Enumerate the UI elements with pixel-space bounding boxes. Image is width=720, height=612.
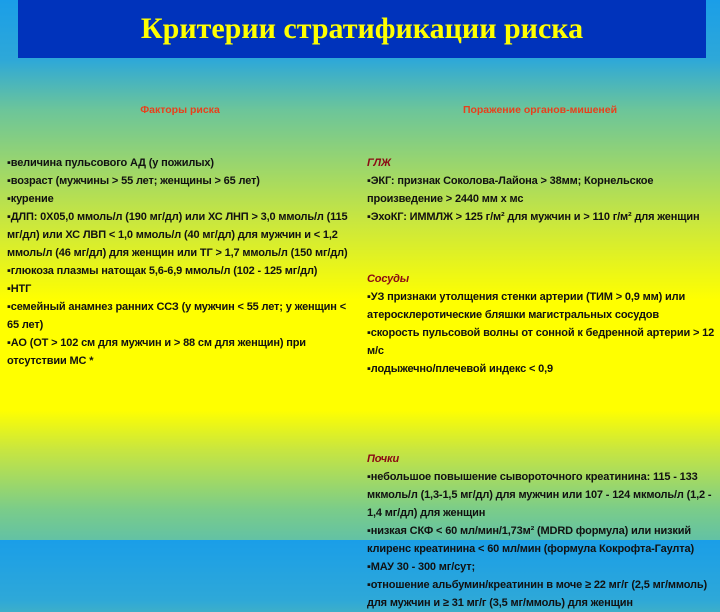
list-item: ▪курение xyxy=(7,193,54,205)
section-vessels xyxy=(367,270,715,378)
list-item: ▪лодыжечно/плечевой индекс < 0,9 xyxy=(367,363,553,375)
list-item: ▪семейный анамнез ранних ССЗ (у мужчин < 55 лет; у женщин < 65 лет) xyxy=(7,301,346,331)
risk-factors-heading: Факторы риска xyxy=(140,104,220,116)
section-title: ГЛЖ xyxy=(367,157,391,169)
list-item: ▪небольшое повышение сывороточного креатинина: 115 - 133 мкмоль/л (1,3-1,5 мг/дл) для мужчин или 107 - 124 мкмоль/л (1,2 - 1,4 мг/дл) для женщин xyxy=(367,471,712,519)
list-item: ▪ЭКГ: признак Соколова-Лайона > 38мм; Корнельское произведение > 2440 мм х мс xyxy=(367,175,654,205)
list-item: ▪УЗ признаки утолщения стенки артерии (ТИМ > 0,9 мм) или атеросклеротические бляшки магистральных сосудов xyxy=(367,291,686,321)
section-lvh xyxy=(367,154,715,226)
section-title: Сосуды xyxy=(367,273,410,285)
risk-factors-list xyxy=(7,154,352,370)
list-item: ▪ЭхоКГ: ИММЛЖ > 125 г/м² для мужчин и > 110 г/м² для женщин xyxy=(367,211,700,223)
list-item: ▪глюкоза плазмы натощак 5,6-6,9 ммоль/л (102 - 125 мг/дл) xyxy=(7,265,318,277)
list-item: ▪НТГ xyxy=(7,283,32,295)
section-title: Почки xyxy=(367,453,400,465)
title-bar xyxy=(18,0,706,58)
slide-title: Критерии стратификации риска xyxy=(140,12,584,45)
target-organs-heading: Поражение органов-мишеней xyxy=(462,104,618,116)
section-kidneys xyxy=(367,450,715,612)
list-item: ▪скорость пульсовой волны от сонной к бедренной артерии > 12 м/с xyxy=(367,327,715,357)
list-item: ▪низкая СКФ < 60 мл/мин/1,73м² (MDRD формула) или низкий клиренс креатинина < 60 мл/мин (формула Кокрофта-Гаулта) xyxy=(367,525,694,555)
list-item: ▪АО (ОТ > 102 см для мужчин и > 88 см для женщин) при отсутствии МС * xyxy=(7,337,306,367)
list-item: ▪отношение альбумин/креатинин в моче ≥ 22 мг/г (2,5 мг/ммоль) для мужчин и ≥ 31 мг/г (3,5 мг/ммоль) для женщин xyxy=(367,579,708,609)
list-item: ▪МАУ 30 - 300 мг/сут; xyxy=(367,561,475,573)
list-item: ▪величина пульсового АД (у пожилых) xyxy=(7,157,214,169)
list-item: ▪возраст (мужчины > 55 лет; женщины > 65 лет) xyxy=(7,175,260,187)
list-item: ▪ДЛП: 0Х05,0 ммоль/л (190 мг/дл) или ХС ЛНП > 3,0 ммоль/л (115 мг/дл) или ХС ЛВП < 1,0 ммоль/л (40 мг/дл) для мужчин и < 1,2 ммоль/л (46 мг/дл) для женщин или ТГ > 1,7 ммоль/л (150 мг/дл) xyxy=(7,211,348,259)
